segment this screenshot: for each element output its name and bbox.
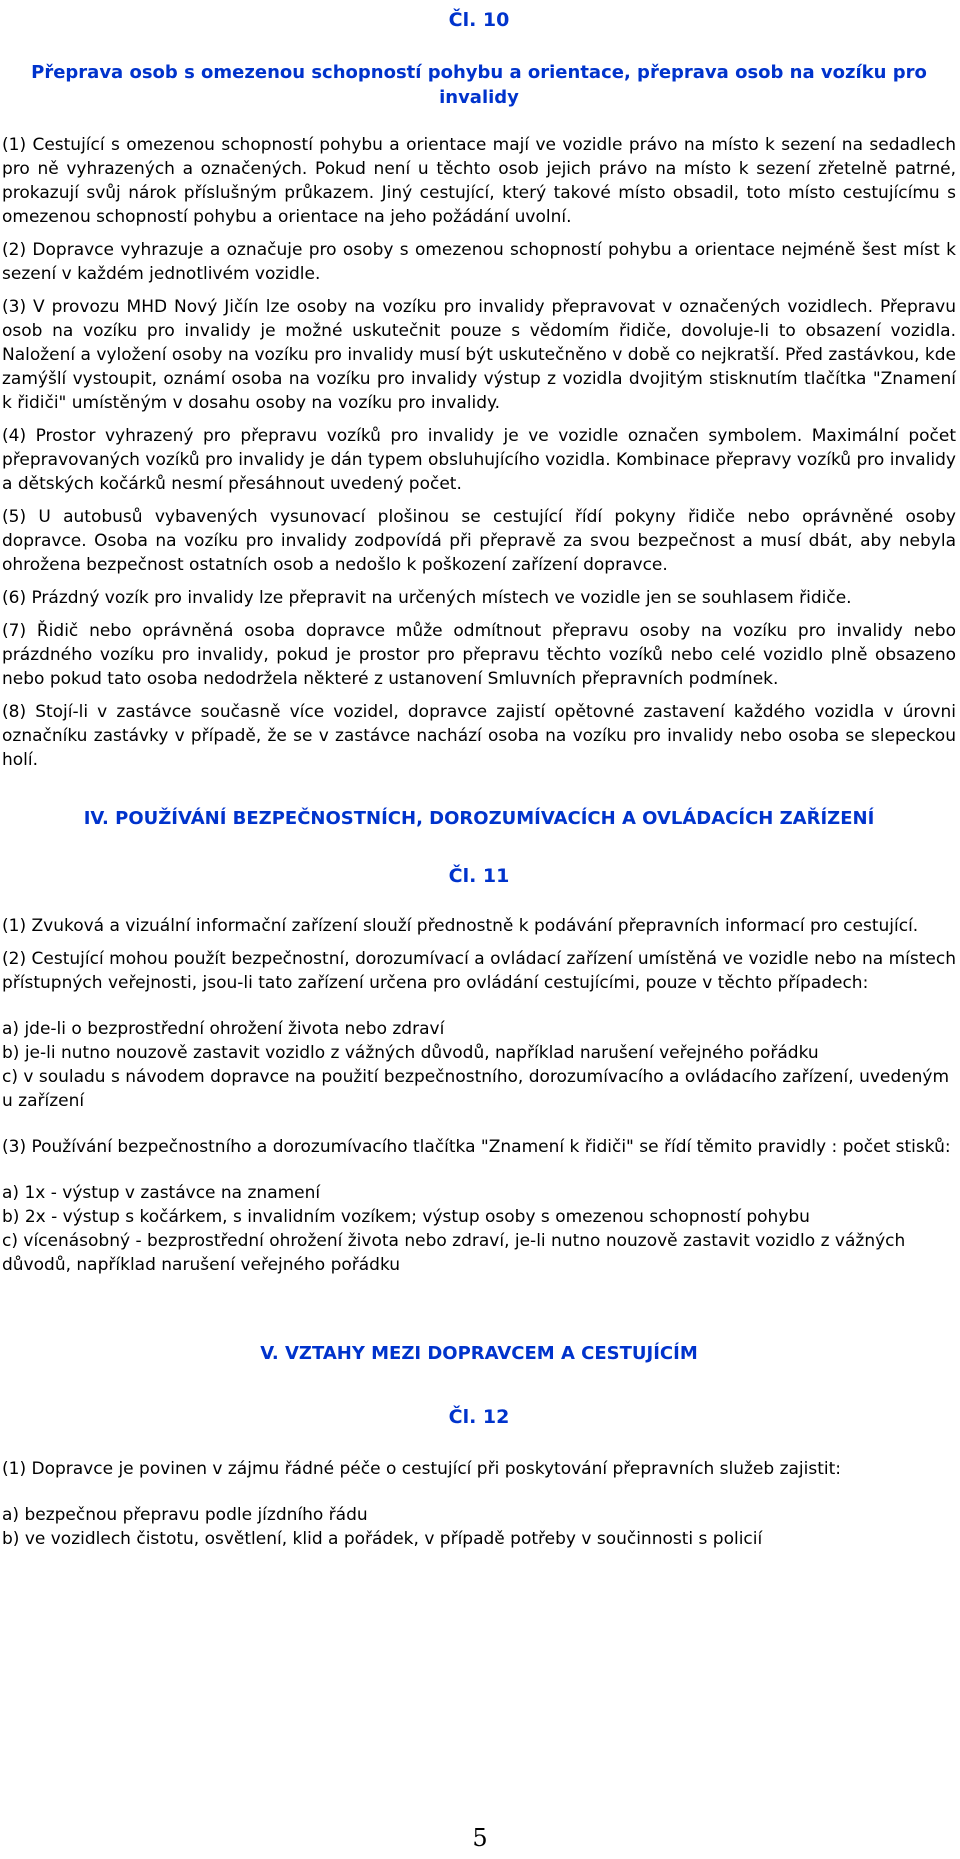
page-number: 5 bbox=[472, 1824, 488, 1852]
article-11-list-1 bbox=[2, 1017, 956, 1113]
article-10-title: Přeprava osob s omezenou schopností pohybu a orientace, přeprava osob na vozíku pro invalidy bbox=[31, 62, 927, 108]
article-10-paragraph-2: (2) Dopravce vyhrazuje a označuje pro osoby s omezenou schopností pohybu a orientace nejméně šest míst k sezení v každém jednotlivém vozidle. bbox=[2, 240, 956, 284]
article-11-list-2 bbox=[2, 1181, 956, 1277]
list-item: b) ve vozidlech čistotu, osvětlení, klid a pořádek, v případě potřeby v součinnosti s policií bbox=[2, 1529, 763, 1549]
article-11-heading: Čl. 11 bbox=[448, 865, 510, 887]
list-item: a) bezpečnou přepravu podle jízdního řádu bbox=[2, 1505, 368, 1525]
article-10-paragraph-1: (1) Cestující s omezenou schopností pohybu a orientace mají ve vozidle právo na místo k sezení na sedadlech pro ně vyhrazených a označených. Pokud není u těchto osob jejich právo na místo k sezení zřetelně patrné, prokazují svůj nárok příslušným průkazem. Jiný cestující, který takové místo obsadil, toto místo cestujícímu s omezenou schopností pohybu a orientace na jeho požádání uvolní. bbox=[2, 135, 956, 227]
article-10-paragraph-4: (4) Prostor vyhrazený pro přepravu vozíků pro invalidy je ve vozidle označen symbolem. Maximální počet přepravovaných vozíků pro invalidy je dán typem obsluhujícího vozidla. Kombinace přepravy vozíků pro invalidy a dětských kočárků nesmí přesáhnout uvedený počet. bbox=[2, 426, 956, 494]
article-12-paragraph-1: (1) Dopravce je povinen v zájmu řádné péče o cestující při poskytování přepravních služeb zajistit: bbox=[2, 1459, 842, 1479]
article-11-paragraph-2: (2) Cestující mohou použít bezpečnostní, dorozumívací a ovládací zařízení umístěná ve vozidle nebo na místech přístupných veřejnosti, jsou-li tato zařízení určena pro ovládání cestujícími, pouze v těchto případech: bbox=[2, 949, 956, 993]
article-11-paragraph-3: (3) Používání bezpečnostního a dorozumívacího tlačítka "Znamení k řidiči" se řídí těmito pravidly : počet stisků: bbox=[2, 1137, 951, 1157]
article-12-list-1 bbox=[2, 1503, 956, 1551]
list-item: a) 1x - výstup v zastávce na znamení bbox=[2, 1183, 321, 1203]
section-iv-heading: IV. POUŽÍVÁNÍ BEZPEČNOSTNÍCH, DOROZUMÍVACÍCH A OVLÁDACÍCH ZAŘÍZENÍ bbox=[83, 808, 875, 829]
article-10-paragraph-7: (7) Řidič nebo oprávněná osoba dopravce může odmítnout přepravu osoby na vozíku pro invalidy nebo prázdného vozíku pro invalidy, pokud je prostor pro přepravu těchto vozíků nebo celé vozidlo plně obsazeno nebo pokud tato osoba nedodržela některé z ustanovení Smluvních přepravních podmínek. bbox=[2, 621, 956, 689]
article-11-paragraph-1: (1) Zvuková a vizuální informační zařízení slouží přednostně k podávání přepravních informací pro cestující. bbox=[2, 916, 919, 936]
list-item: c) vícenásobný - bezprostřední ohrožení života nebo zdraví, je-li nutno nouzově zastavit vozidlo z vážných důvodů, například narušení veřejného pořádku bbox=[2, 1231, 906, 1275]
list-item: b) 2x - výstup s kočárkem, s invalidním vozíkem; výstup osoby s omezenou schopností pohybu bbox=[2, 1207, 810, 1227]
article-12-heading: Čl. 12 bbox=[448, 1406, 510, 1428]
article-10-paragraph-6: (6) Prázdný vozík pro invalidy lze přepravit na určených místech ve vozidle jen se souhlasem řidiče. bbox=[2, 588, 852, 608]
list-item: a) jde-li o bezprostřední ohrožení života nebo zdraví bbox=[2, 1019, 445, 1039]
list-item: c) v souladu s návodem dopravce na použití bezpečnostního, dorozumívacího a ovládacího zařízení, uvedeným u zařízení bbox=[2, 1067, 950, 1111]
list-item: b) je-li nutno nouzově zastavit vozidlo z vážných důvodů, například narušení veřejného pořádku bbox=[2, 1043, 819, 1063]
section-v-heading: V. VZTAHY MEZI DOPRAVCEM A CESTUJÍCÍM bbox=[260, 1343, 698, 1364]
article-10-paragraph-8: (8) Stojí-li v zastávce současně více vozidel, dopravce zajistí opětovné zastavení každého vozidla v úrovni označníku zastávky v případě, že se v zastávce nachází osoba na vozíku pro invalidy nebo osoba se slepeckou holí. bbox=[2, 702, 956, 770]
article-10-paragraph-5: (5) U autobusů vybavených vysunovací plošinou se cestující řídí pokyny řidiče nebo oprávněné osoby dopravce. Osoba na vozíku pro invalidy zodpovídá při přepravě za svou bezpečnost a musí dbát, aby nebyla ohrožena bezpečnost ostatních osob a nedošlo k poškození zařízení dopravce. bbox=[2, 507, 956, 575]
article-10-paragraph-3: (3) V provozu MHD Nový Jičín lze osoby na vozíku pro invalidy přepravovat v označených vozidlech. Přepravu osob na vozíku pro invalidy je možné uskutečnit pouze s vědomím řidiče, dovoluje-li to obsazení vozidla. Naložení a vyložení osoby na vozíku pro invalidy musí být uskutečněno v době co nejkratší. Před zastávkou, kde zamýšlí vystoupit, oznámí osoba na vozíku pro invalidy výstup z vozidla dvojitým stisknutím tlačítka "Znamení k řidiči" umístěným v dosahu osoby na vozíku pro invalidy. bbox=[2, 297, 956, 413]
article-10-heading: Čl. 10 bbox=[448, 9, 510, 31]
